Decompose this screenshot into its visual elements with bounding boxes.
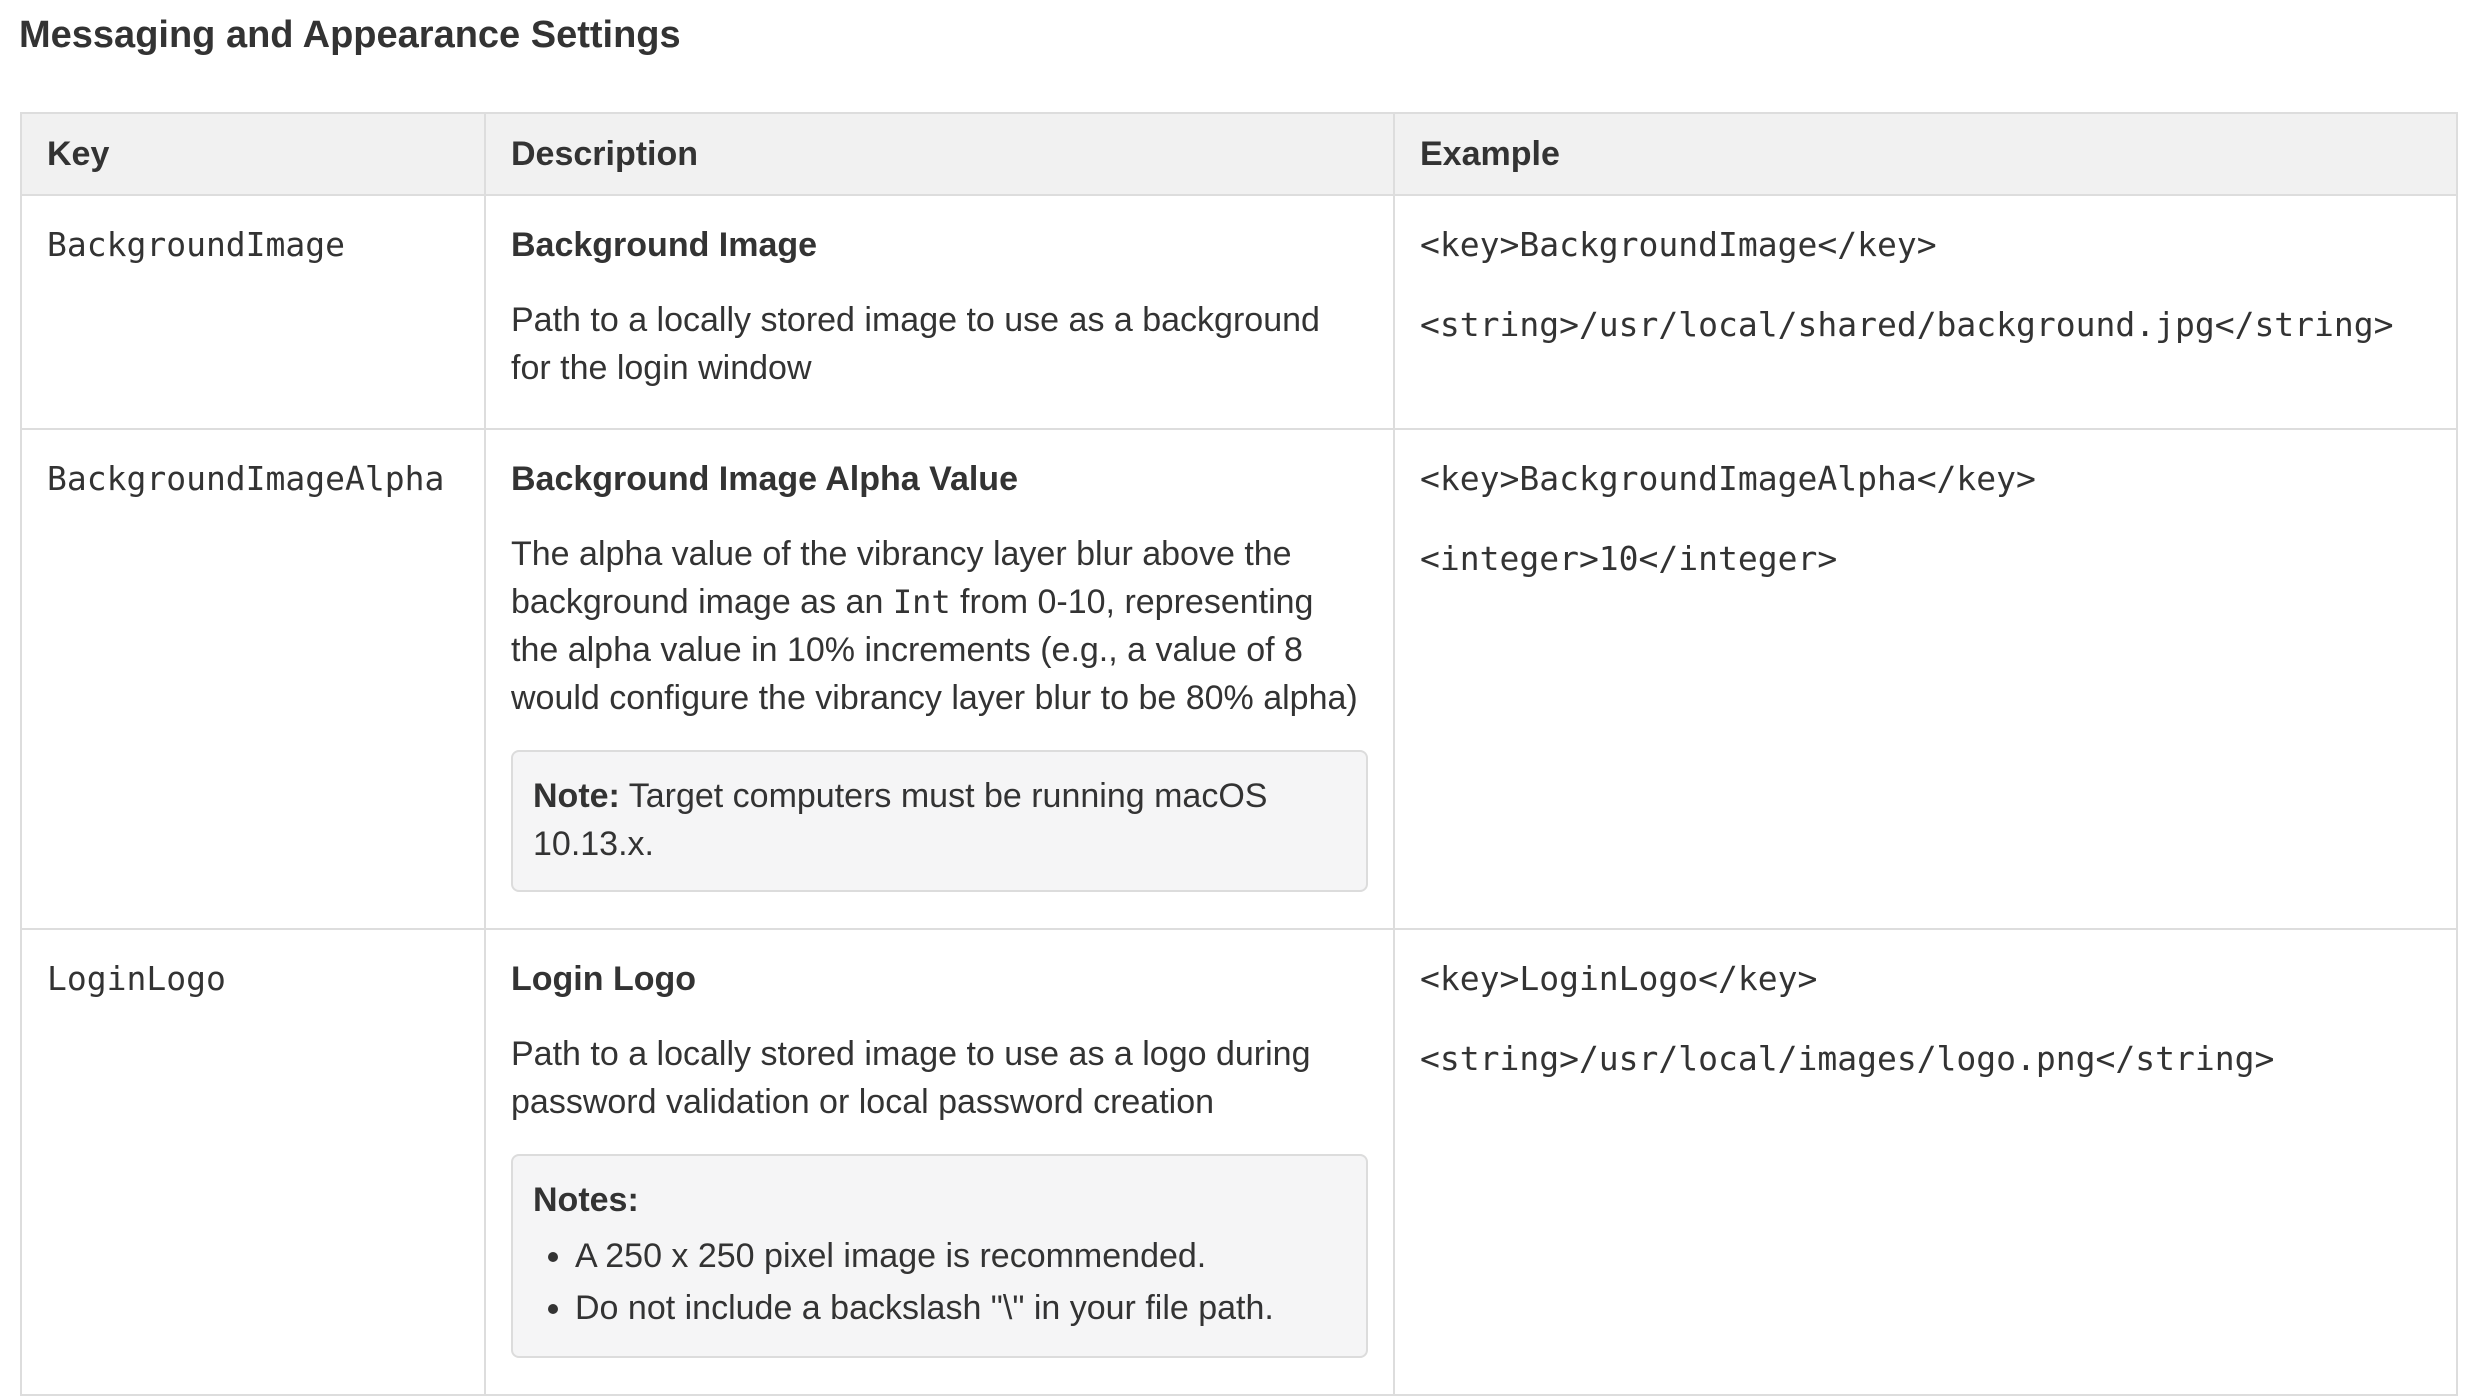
example-cell — [1394, 929, 2457, 1395]
setting-key: BackgroundImage — [47, 225, 346, 264]
example-value-line: <integer>10</integer> — [1420, 539, 1838, 578]
list-item: • Do not include a backslash "\" in your file path. — [575, 1282, 1346, 1334]
setting-title: Login Logo — [511, 960, 697, 998]
example-cell — [1394, 429, 2457, 929]
setting-description: Path to a locally stored image to use as a logo during password validation or local password creation — [511, 1035, 1311, 1121]
table-row — [21, 429, 2457, 929]
description-text: The alpha value of the vibrancy layer blur above the background image as an — [511, 535, 1292, 621]
note-box — [511, 750, 1368, 892]
key-cell — [21, 195, 485, 429]
note-label: Note: — [533, 777, 620, 815]
example-key-line: <key>BackgroundImage</key> — [1420, 225, 1937, 264]
example-value-line: <string>/usr/local/images/logo.png</string> — [1420, 1039, 2275, 1078]
description-text: from 0-10, representing the alpha value in 10% increments (e.g., a value of 8 would configure the vibrancy layer blur to be 80% alpha) — [511, 583, 1358, 717]
column-header-example: Example — [1394, 113, 2457, 195]
setting-description — [511, 530, 1368, 722]
list-item: • A 250 x 250 pixel image is recommended. — [575, 1230, 1346, 1282]
setting-key: BackgroundImageAlpha — [47, 459, 445, 498]
example-cell — [1394, 195, 2457, 429]
table-header-row — [21, 113, 2457, 195]
page-title: Messaging and Appearance Settings — [19, 14, 681, 56]
description-cell — [485, 429, 1394, 929]
notes-box — [511, 1154, 1368, 1358]
description-cell — [485, 929, 1394, 1395]
key-cell — [21, 929, 485, 1395]
setting-key: LoginLogo — [47, 959, 226, 998]
notes-label: Notes: — [533, 1181, 639, 1219]
column-header-key: Key — [21, 113, 485, 195]
note-text: Target computers must be running macOS 10.13.x. — [533, 777, 1268, 863]
settings-table — [20, 112, 2458, 1396]
setting-title: Background Image Alpha Value — [511, 460, 1018, 498]
key-cell — [21, 429, 485, 929]
description-cell — [485, 195, 1394, 429]
column-header-description: Description — [485, 113, 1394, 195]
example-key-line: <key>LoginLogo</key> — [1420, 959, 1818, 998]
notes-list — [533, 1230, 1346, 1334]
table-row — [21, 195, 2457, 429]
table-row — [21, 929, 2457, 1395]
setting-description: Path to a locally stored image to use as a background for the login window — [511, 301, 1320, 387]
example-key-line: <key>BackgroundImageAlpha</key> — [1420, 459, 2036, 498]
setting-title: Background Image — [511, 226, 818, 264]
inline-code: Int — [892, 583, 951, 621]
example-value-line: <string>/usr/local/shared/background.jpg</string> — [1420, 305, 2394, 344]
